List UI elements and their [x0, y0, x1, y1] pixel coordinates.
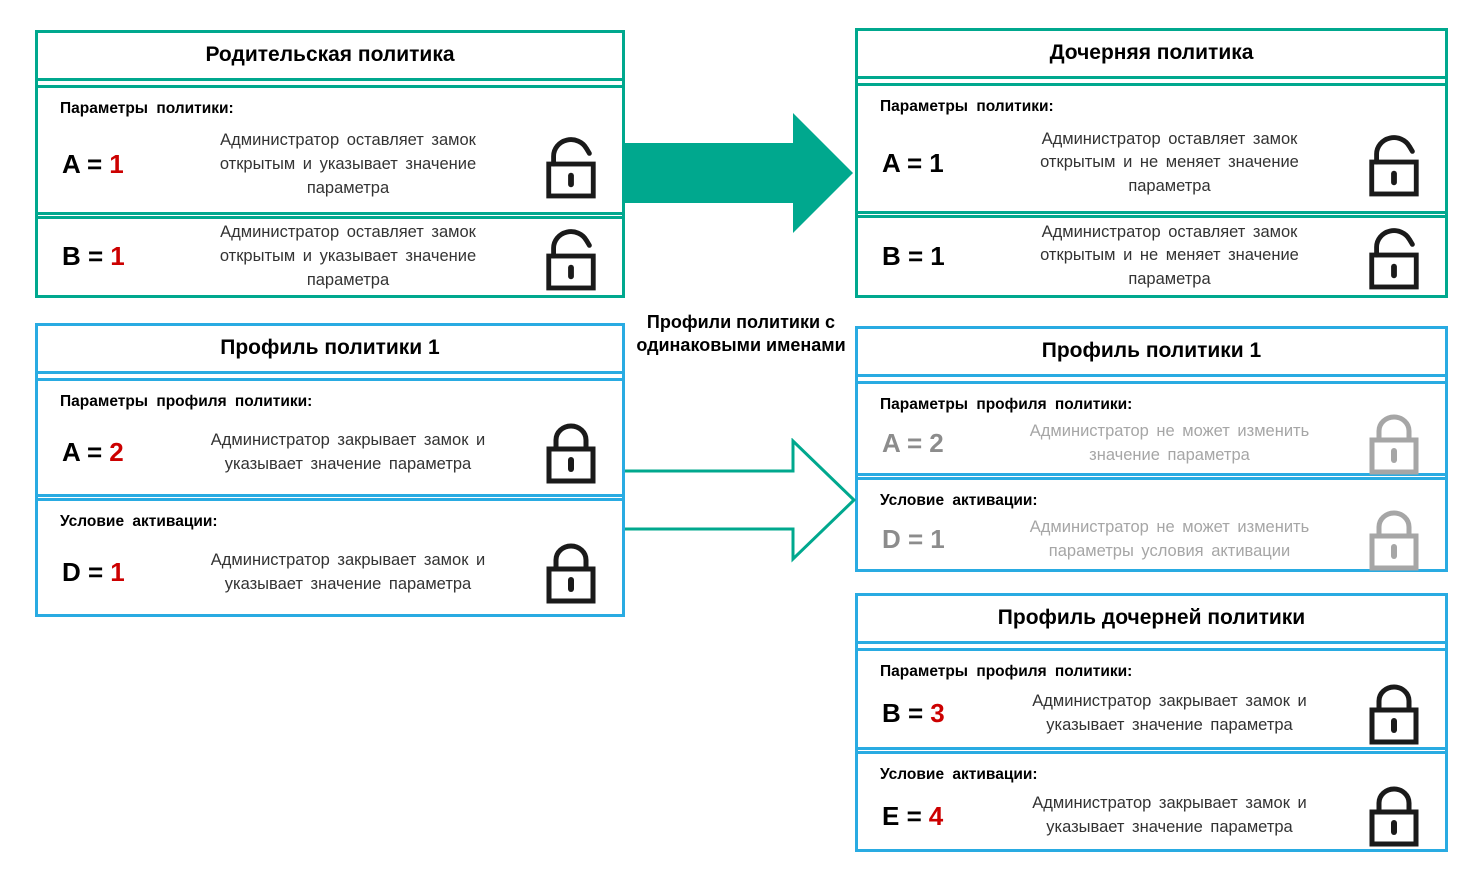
param-value: B = 1: [882, 240, 945, 271]
profile-params-section: [858, 648, 1445, 750]
child-policy-section-b: [858, 215, 1445, 295]
section-label: Параметры профиля политики:: [60, 393, 313, 410]
param-description: Администратор оставляет замок открытым и указывает значение параметра: [219, 130, 477, 197]
param-description: Администратор закрывает замок и указывает значение параметра: [210, 430, 486, 473]
param-row: [858, 116, 1445, 211]
parent-policy-section-b: [38, 216, 622, 295]
open-lock-icon: [1364, 221, 1424, 291]
param-description: Администратор закрывает замок и указывает значение параметра: [1032, 794, 1307, 837]
closed-lock-icon: [1366, 784, 1422, 848]
open-lock-icon: [541, 130, 601, 200]
param-description: Администратор оставляет замок открытым и не меняет значение параметра: [1040, 222, 1299, 289]
closed-lock-icon: [543, 421, 599, 485]
open-lock-icon: [1364, 128, 1424, 198]
child-policy-section-a: [858, 83, 1445, 214]
param-row: [38, 219, 622, 295]
parent-policy-box: [35, 30, 625, 298]
section-label: Параметры политики:: [60, 100, 234, 117]
param-value: D = 1: [882, 524, 945, 554]
child-policy-profile-1-title: Профиль политики 1: [858, 329, 1445, 377]
param-row: [858, 784, 1445, 850]
param-value: A = 1: [62, 149, 124, 180]
profile-params-section: [858, 381, 1445, 476]
param-description: Администратор не может изменить параметры условия активации: [1029, 517, 1310, 560]
policy-profile-1-box: [35, 323, 625, 617]
param-value: B = 1: [62, 241, 125, 272]
activation-condition-section: [858, 751, 1445, 850]
section-label: Параметры профиля политики:: [880, 663, 1133, 680]
open-lock-icon: [541, 222, 601, 292]
parent-policy-title: Родительская политика: [38, 33, 622, 81]
param-row: [858, 218, 1445, 295]
section-label: Параметры политики:: [880, 98, 1054, 115]
param-description: Администратор оставляет замок открытым и указывает значение параметра: [219, 222, 477, 289]
param-value: A = 2: [882, 428, 944, 458]
section-label: Условие активации:: [880, 765, 1038, 783]
param-description: Администратор оставляет замок открытым и не меняет значение параметра: [1040, 129, 1299, 196]
closed-lock-icon: [1366, 412, 1422, 476]
right-arrow-outline-icon: [625, 438, 857, 565]
param-row: [858, 681, 1445, 747]
param-row: [38, 118, 622, 212]
profile-params-section: [38, 378, 622, 497]
child-policy-title: Дочерняя политика: [858, 31, 1445, 79]
param-row: [38, 531, 622, 614]
section-label: Условие активации:: [880, 492, 1038, 509]
policy-profile-1-title: Профиль политики 1: [38, 326, 622, 374]
param-description: Администратор закрывает замок и указывает значение параметра: [1032, 691, 1307, 734]
closed-lock-icon: [1366, 682, 1422, 746]
child-policy-profile-title: Профиль дочерней политики: [858, 596, 1445, 644]
param-value: A = 2: [62, 437, 124, 467]
child-policy-profile-box: [855, 593, 1448, 852]
closed-lock-icon: [1366, 508, 1422, 572]
param-description: Администратор не может изменить значение параметра: [1029, 421, 1310, 464]
parent-policy-section-a: [38, 85, 622, 215]
flow-label: Профили политики с одинаковыми именами: [636, 312, 846, 356]
child-policy-box: [855, 28, 1448, 298]
right-arrow-solid-icon: [625, 111, 855, 235]
param-row: [38, 411, 622, 494]
activation-condition-section: [38, 498, 622, 614]
section-label: Параметры профиля политики:: [880, 396, 1133, 413]
section-label: Условие активации:: [60, 513, 218, 530]
param-row: [858, 414, 1445, 473]
child-policy-profile-1-box: [855, 326, 1448, 572]
param-value: D = 1: [62, 557, 125, 587]
param-value: B = 3: [882, 698, 945, 729]
activation-condition-section: [858, 477, 1445, 569]
param-description: Администратор закрывает замок и указывает значение параметра: [210, 550, 486, 593]
closed-lock-icon: [543, 541, 599, 605]
param-row: [858, 510, 1445, 569]
param-value: E = 4: [882, 800, 944, 831]
param-value: A = 1: [882, 147, 944, 178]
